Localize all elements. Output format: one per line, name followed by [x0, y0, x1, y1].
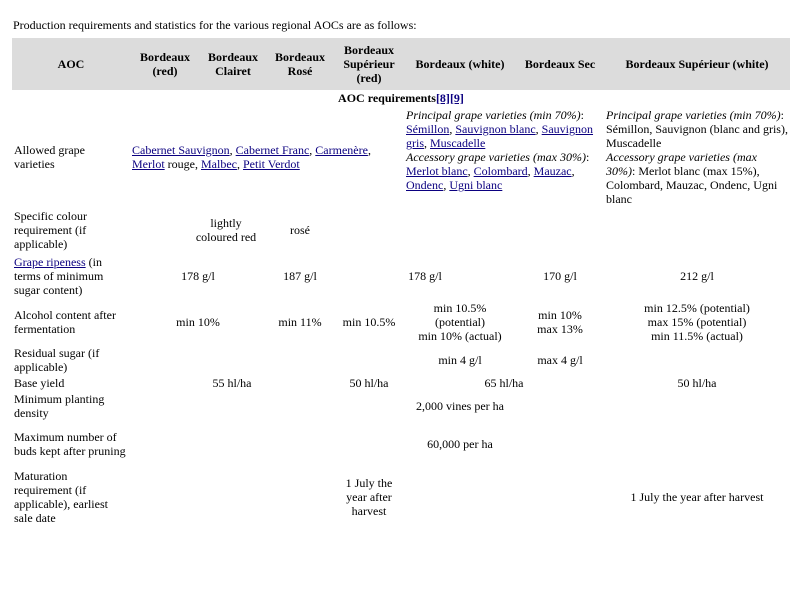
header-aoc: AOC: [12, 38, 130, 90]
cell-maturation-sup-red: 1 July the year after harvest: [345, 476, 393, 518]
link-merlot-blanc[interactable]: Merlot blanc: [406, 164, 468, 178]
table-row-colour: [12, 207, 790, 253]
table-row-density: [12, 391, 790, 421]
header-bordeaux-superieur-red: Bordeaux Supérieur (red): [334, 38, 404, 90]
table-row-yield: [12, 375, 790, 391]
row-label-buds: Maximum number of buds kept after pruning: [14, 430, 126, 458]
table-row-maturation: [12, 467, 790, 527]
cell-buds-value: 60,000 per ha: [427, 437, 493, 451]
cell-maturation-sup-white: 1 July the year after harvest: [630, 490, 764, 504]
cell-rose-colour: rosé: [290, 223, 310, 237]
intro-text: Production requirements and statistics for the various regional AOCs are as follows:: [13, 18, 417, 32]
header-bordeaux-sec: Bordeaux Sec: [516, 38, 604, 90]
header-bordeaux-red: Bordeaux (red): [130, 38, 200, 90]
link-colombard[interactable]: Colombard: [473, 164, 528, 178]
header-bordeaux-superieur-white: Bordeaux Supérieur (white): [604, 38, 790, 90]
row-label-alcohol: Alcohol content after fermentation: [14, 308, 116, 336]
cell-sugar-white: min 4 g/l: [438, 353, 482, 367]
cell-yield-sup-white: 50 hl/ha: [677, 376, 717, 390]
header-bordeaux-clairet: Bordeaux Clairet: [200, 38, 266, 90]
cell-red-grapes: Cabernet Sauvignon, Cabernet Franc, Carmenère, Merlot rouge, Malbec, Petit Verdot: [132, 142, 371, 171]
link-malbec[interactable]: Malbec: [201, 156, 237, 171]
header-row: [12, 38, 790, 90]
cell-alcohol-rose: min 11%: [278, 315, 322, 329]
link-mauzac[interactable]: Mauzac: [533, 164, 572, 178]
link-semillon[interactable]: Sémillon: [406, 122, 450, 136]
row-label-ripeness: Grape ripeness (in terms of minimum sugar content): [14, 255, 104, 297]
link-sauvignon-blanc[interactable]: Sauvignon blanc: [455, 122, 536, 136]
cell-ripeness-rose: 187 g/l: [283, 269, 317, 283]
link-cabernet-sauvignon[interactable]: Cabernet Sauvignon: [132, 142, 230, 157]
link-merlot[interactable]: Merlot: [132, 156, 165, 171]
row-label-density: Minimum planting density: [14, 392, 105, 420]
table-row-sugar: [12, 345, 790, 375]
row-label-colour: Specific colour requirement (if applicable): [14, 209, 87, 251]
section-title: AOC requirements[8][9]: [338, 91, 464, 105]
reference-link-8[interactable]: [8]: [435, 91, 450, 105]
link-sauvignon-gris[interactable]: Sauvignon gris: [406, 122, 594, 150]
cell-alcohol-sup-white: min 12.5% (potential) max 15% (potential) min 11.5% (actual): [644, 301, 750, 343]
link-grape-ripeness[interactable]: Grape ripeness: [14, 255, 86, 269]
header-bordeaux-rose: Bordeaux Rosé: [266, 38, 334, 90]
cell-ripeness-white: 178 g/l: [408, 269, 442, 283]
cell-alcohol-sup-red: min 10.5%: [342, 315, 396, 329]
cell-ripeness-red-clairet: 178 g/l: [181, 269, 215, 283]
cell-sup-white-grapes: Principal grape varieties (min 70%): Sémillon, Sauvignon (blanc and gris), Muscadelle Accessory grape varieties (max 30%): Merlot blanc (max 15%), Colombard, Mauzac, Ondenc, Ugni blanc: [606, 108, 788, 206]
cell-white-grapes: Principal grape varieties (min 70%): Sémillon, Sauvignon blanc, Sauvignon gris, Muscadelle Accessory grape varieties (max 30%): Merlot blanc, Colombard, Mauzac, Ondenc, Ugni blanc: [406, 108, 594, 192]
header-bordeaux-white: Bordeaux (white): [404, 38, 516, 90]
link-petit-verdot[interactable]: Petit Verdot: [242, 156, 300, 171]
link-cabernet-franc[interactable]: Cabernet Franc: [235, 142, 310, 157]
cell-yield-sup-red: 50 hl/ha: [349, 376, 389, 390]
cell-ripeness-sup-white: 212 g/l: [680, 269, 714, 283]
link-ondenc[interactable]: Ondenc: [406, 178, 444, 192]
table-row-buds: [12, 421, 790, 467]
cell-clairet-colour: lightly coloured red: [195, 216, 257, 244]
table-row-ripeness: [12, 253, 790, 299]
cell-alcohol-white: min 10.5% (potential) min 10% (actual): [418, 301, 502, 343]
cell-sugar-sec: max 4 g/l: [537, 353, 583, 367]
section-header-row: [12, 90, 790, 106]
reference-link-9[interactable]: [9]: [449, 91, 464, 105]
cell-yield-white-sec: 65 hl/ha: [484, 376, 524, 390]
row-label-grapes: Allowed grape varieties: [14, 142, 85, 171]
cell-density-value: 2,000 vines per ha: [416, 399, 504, 413]
link-carmenere[interactable]: Carmenère: [315, 142, 368, 157]
table-row-grapes: [12, 106, 790, 207]
link-ugni-blanc[interactable]: Ugni blanc: [449, 178, 503, 192]
cell-alcohol-sec: min 10% max 13%: [537, 308, 583, 336]
row-label-maturation: Maturation requirement (if applicable), earliest sale date: [14, 469, 108, 525]
table-row-alcohol: [12, 299, 790, 345]
cell-alcohol-red-clairet: min 10%: [176, 315, 220, 329]
cell-yield-red-rose: 55 hl/ha: [212, 376, 252, 390]
cell-ripeness-sec: 170 g/l: [543, 269, 577, 283]
aoc-requirements-table: [12, 38, 790, 527]
link-muscadelle[interactable]: Muscadelle: [430, 136, 486, 150]
row-label-yield: Base yield: [14, 376, 65, 390]
row-label-sugar: Residual sugar (if applicable): [14, 346, 100, 374]
